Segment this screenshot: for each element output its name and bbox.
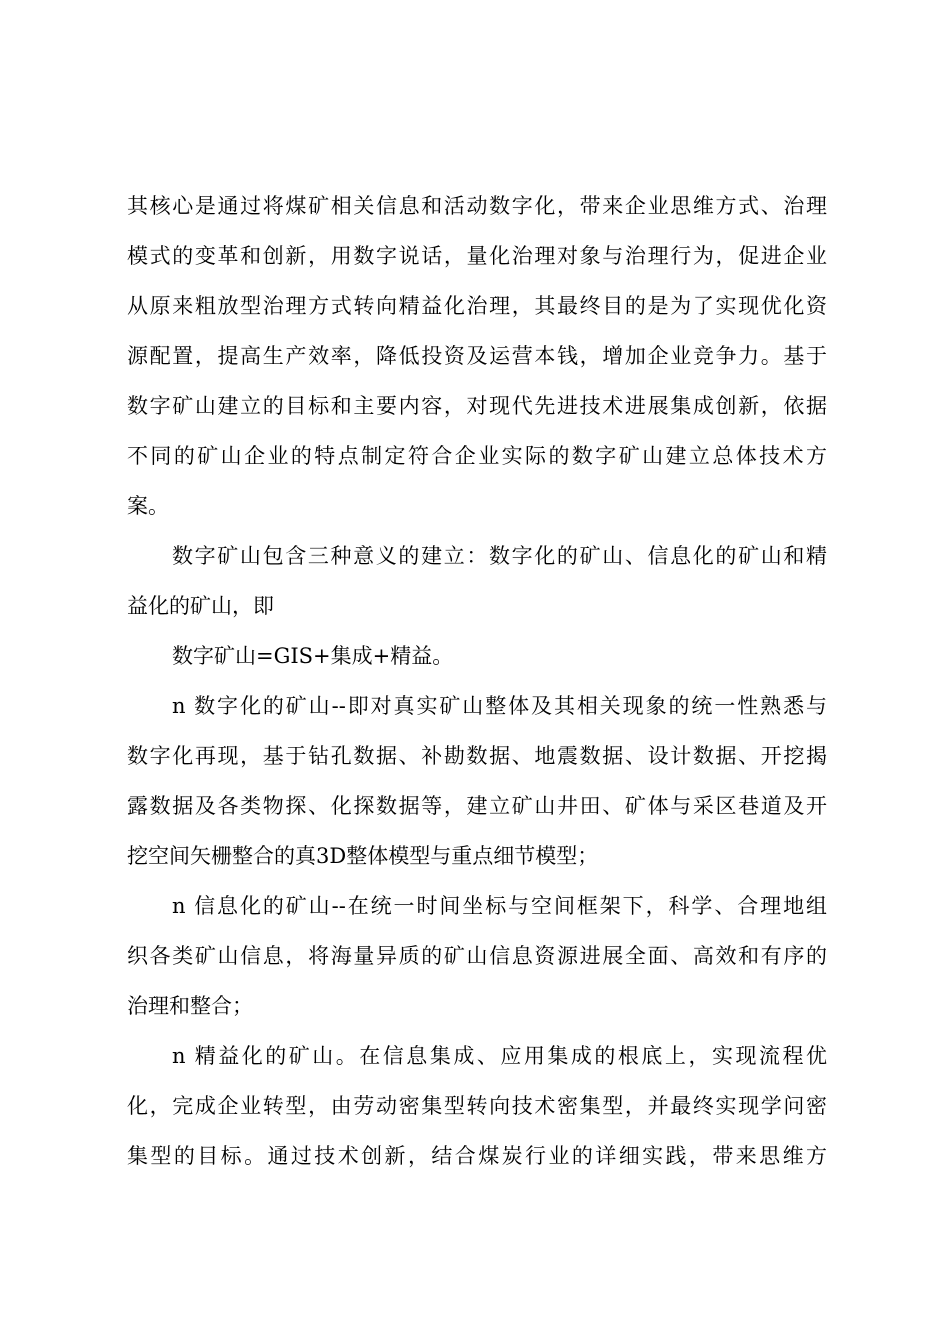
paragraph-1-line-6: 不同的矿山企业的特点制定符合企业实际的数字矿山建立总体技术方 [127, 444, 827, 468]
paragraph-4-line-2: 数字化再现，基于钻孔数据、补勘数据、地震数据、设计数据、开挖揭 [127, 744, 827, 768]
paragraph-6-line-3: 集型的目标。通过技术创新，结合煤炭行业的详细实践，带来思维方 [127, 1144, 827, 1168]
paragraph-1-line-3: 从原来粗放型治理方式转向精益化治理，其最终目的是为了实现优化资 [127, 294, 827, 318]
paragraph-1-line-2: 模式的变革和创新，用数字说话，量化治理对象与治理行为，促进企业 [127, 244, 827, 268]
paragraph-1-line-7: 案。 [127, 494, 169, 518]
paragraph-2-line-1: 数字矿山包含三种意义的建立：数字化的矿山、信息化的矿山和精 [172, 544, 827, 568]
paragraph-2-line-2: 益化的矿山，即 [127, 594, 274, 618]
paragraph-4-line-3: 露数据及各类物探、化探数据等，建立矿山井田、矿体与采区巷道及开 [127, 794, 827, 818]
paragraph-5-line-3: 治理和整合； [127, 994, 253, 1018]
paragraph-4-line-1: n 数字化的矿山--即对真实矿山整体及其相关现象的统一性熟悉与 [172, 694, 827, 718]
paragraph-1-line-5: 数字矿山建立的目标和主要内容，对现代先进技术进展集成创新，依据 [127, 394, 827, 418]
paragraph-4-line-4: 挖空间矢栅整合的真3D整体模型与重点细节模型； [127, 844, 599, 868]
paragraph-5-line-2: 织各类矿山信息，将海量异质的矿山信息资源进展全面、高效和有序的 [127, 944, 827, 968]
paragraph-5-line-1: n 信息化的矿山--在统一时间坐标与空间框架下，科学、合理地组 [172, 894, 827, 918]
paragraph-6-line-1: n 精益化的矿山。在信息集成、应用集成的根底上，实现流程优 [172, 1044, 827, 1068]
paragraph-1-line-4: 源配置，提高生产效率，降低投资及运营本钱，增加企业竞争力。基于 [127, 344, 827, 368]
paragraph-1-line-1: 其核心是通过将煤矿相关信息和活动数字化，带来企业思维方式、治理 [127, 194, 827, 218]
paragraph-6-line-2: 化，完成企业转型，由劳动密集型转向技术密集型，并最终实现学问密 [127, 1094, 827, 1118]
paragraph-3-line-1: 数字矿山=GIS+集成+精益。 [172, 644, 454, 668]
